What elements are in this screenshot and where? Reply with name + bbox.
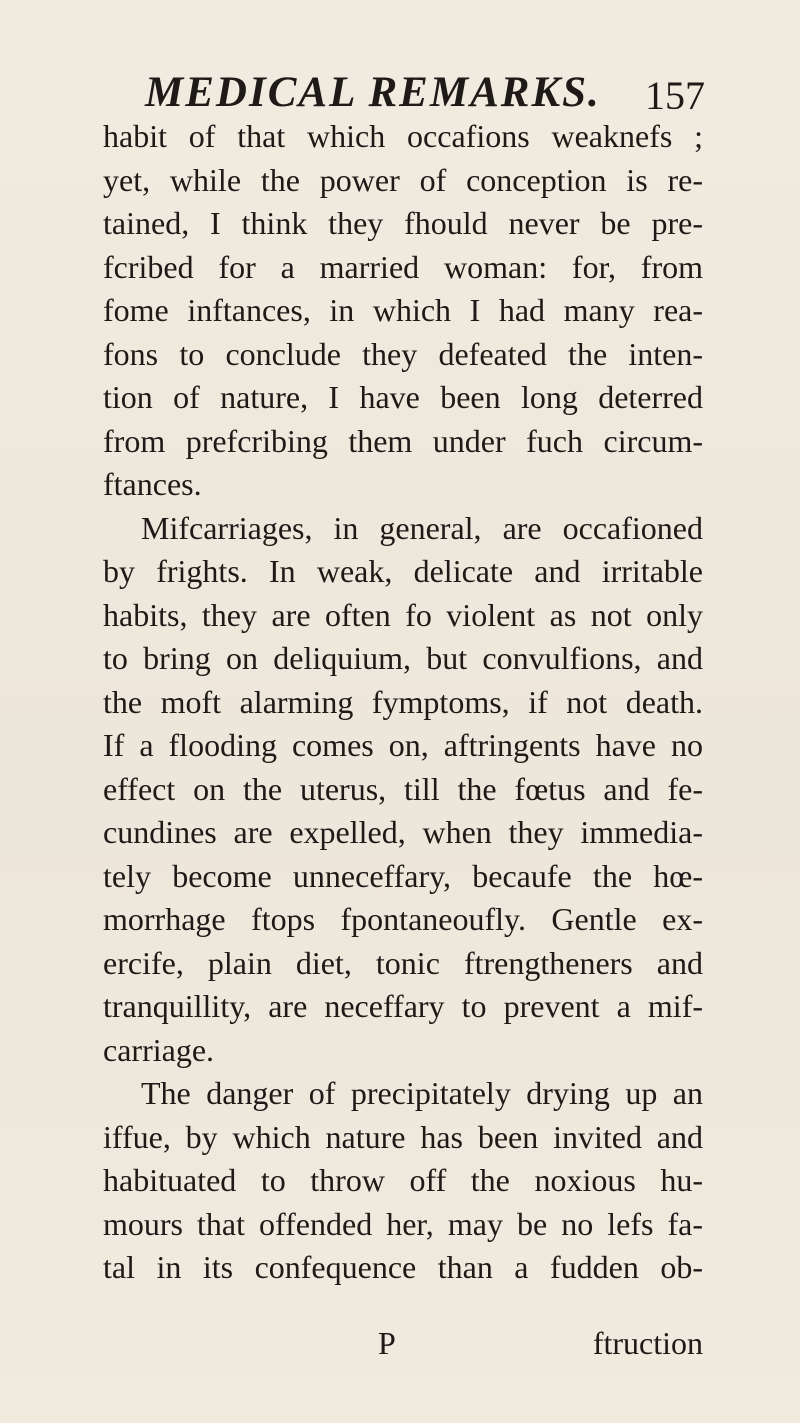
text-line-11: by frights. In weak, delicate and irritable	[103, 553, 703, 589]
text-line-1: habit of that which occafions weaknefs ;	[103, 118, 703, 154]
text-line-25: habituated to throw off the noxious hu-	[103, 1162, 703, 1198]
text-line-20: ercife, plain diet, tonic ftrengtheners and	[103, 944, 703, 981]
text-line-23: The danger of precipitately drying up an	[141, 1075, 703, 1111]
text-line-27: tal in its confequence than a fudden ob-	[103, 1249, 703, 1285]
text-line-17: cundines are expelled, when they immedia-	[103, 814, 703, 850]
text-line-8: from prefcribing them under fuch circum-	[103, 422, 703, 459]
running-title: MEDICAL REMARKS.	[145, 69, 601, 116]
text-line-6: fons to conclude they defeated the inten-	[103, 335, 703, 372]
page-number: 157	[645, 73, 705, 118]
text-line-2: yet, while the power of conception is re-	[103, 161, 703, 198]
text-line-16: effect on the uterus, till the fœtus and fe-	[103, 770, 703, 807]
text-line-18: tely become unneceffary, becaufe the hœ-	[103, 857, 703, 894]
catchword: ftruction	[592, 1325, 703, 1361]
signature-mark: P	[378, 1325, 396, 1361]
text-line-14: the moft alarming fymptoms, if not death.	[103, 683, 703, 720]
text-line-7: tion of nature, I have been long deterred	[103, 379, 703, 415]
text-line-26: mours that offended her, may be no lefs fa-	[103, 1205, 703, 1242]
text-line-10: Mifcarriages, in general, are occafioned	[141, 509, 703, 546]
text-line-4: fcribed for a married woman: for, from	[103, 248, 703, 285]
text-line-3: tained, I think they fhould never be pre-	[103, 205, 703, 241]
text-line-15: If a flooding comes on, aftringents have no	[103, 727, 703, 763]
running-head	[145, 60, 705, 120]
text-line-22: carriage.	[103, 1031, 215, 1068]
text-line-21: tranquillity, are neceffary to prevent a mif-	[103, 988, 703, 1024]
text-line-24: iffue, by which nature has been invited and	[103, 1118, 703, 1155]
body-text	[103, 115, 703, 1290]
text-line-19: morrhage ftops fpontaneoufly. Gentle ex-	[103, 901, 703, 937]
text-line-12: habits, they are often fo violent as not only	[103, 596, 703, 633]
page-footer	[103, 1325, 703, 1370]
text-line-9: ftances.	[103, 466, 202, 502]
text-line-13: to bring on deliquium, but convulfions, and	[103, 640, 703, 676]
text-line-5: fome inftances, in which I had many rea-	[103, 292, 703, 328]
